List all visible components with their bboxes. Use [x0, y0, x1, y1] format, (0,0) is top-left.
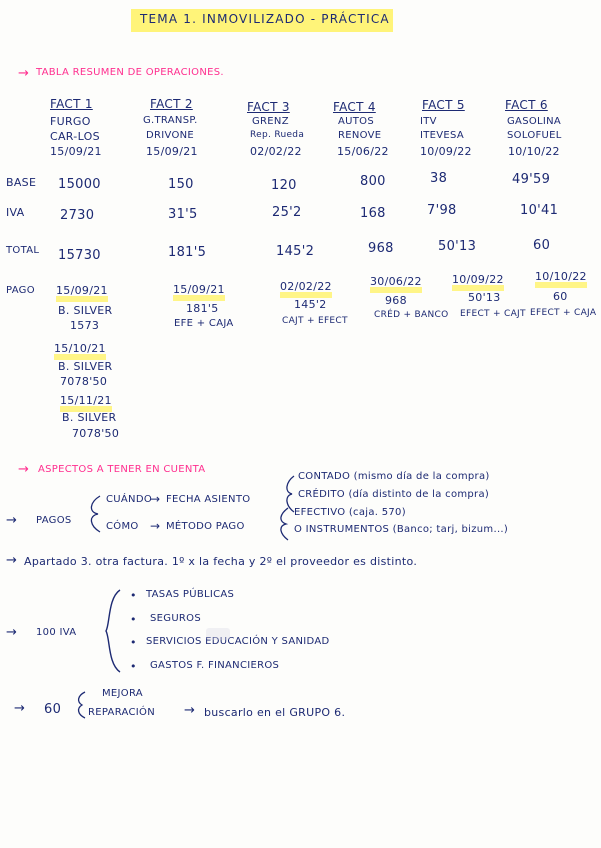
pago-method: CRÉD + BANCO	[374, 310, 449, 320]
pago-date: 02/02/22	[280, 282, 332, 298]
pago-amount: 60	[553, 290, 568, 303]
pago-amount: 1573	[70, 319, 100, 332]
arrow-right-icon: →	[150, 519, 161, 533]
fact-line2: SOLOFUEL	[507, 130, 562, 141]
pago-method: EFECT + CAJT	[460, 309, 526, 319]
section-heading-aspectos: ASPECTOS A TENER EN CUENTA	[38, 464, 206, 475]
total-value: 15730	[58, 248, 101, 263]
iva-value: 168	[360, 206, 386, 221]
g60-label: 60	[44, 702, 62, 717]
iva-value: 31'5	[168, 207, 198, 222]
pago-amount: 50'13	[468, 291, 501, 304]
pago-amount: 968	[385, 294, 407, 307]
credito-note: CRÉDITO (día distinto de la compra)	[298, 489, 490, 500]
como-target: MÉTODO PAGO	[166, 521, 245, 532]
row-label-iva: IVA	[6, 206, 25, 219]
fact-label: FACT 5	[422, 98, 465, 112]
pago-who: B. SILVER	[58, 360, 113, 373]
pago-amount: 7078'50	[60, 375, 108, 388]
pago-date: 15/10/21	[54, 344, 106, 360]
apartado-note: Apartado 3. otra factura. 1º x la fecha y 2º el proveedor es distinto.	[24, 555, 418, 568]
pago-method: CAJT + EFECT	[282, 316, 348, 326]
page-title: TEMA 1. INMOVILIZADO - PRÁCTICA	[140, 12, 390, 26]
fact-date: 02/02/22	[250, 145, 302, 158]
fact-line1: GASOLINA	[507, 116, 562, 127]
scribble-mark	[206, 628, 230, 640]
fact-label: FACT 4	[333, 100, 376, 114]
row-label-total: TOTAL	[6, 245, 40, 256]
bullet-icon: •	[130, 589, 137, 602]
pago-amount: 145'2	[294, 298, 327, 311]
arrow-right-icon: →	[184, 703, 196, 718]
base-value: 120	[271, 178, 297, 193]
contado-note: CONTADO (mismo día de la compra)	[298, 471, 490, 482]
arrow-right-icon: →	[18, 462, 30, 477]
total-value: 145'2	[276, 244, 315, 259]
iva100-item: SEGUROS	[150, 613, 202, 624]
pago-who: B. SILVER	[62, 411, 117, 424]
base-value: 800	[360, 174, 386, 189]
section-heading-tabla: TABLA RESUMEN DE OPERACIONES.	[36, 67, 224, 78]
brace-icon	[100, 588, 124, 674]
fact-line1: G.TRANSP.	[143, 115, 198, 126]
pagos-label: PAGOS	[36, 515, 72, 526]
arrow-right-icon: →	[18, 66, 30, 81]
iva-value: 10'41	[520, 203, 559, 218]
bullet-icon: •	[130, 613, 137, 626]
base-value: 150	[168, 177, 194, 192]
fact-date: 10/09/22	[420, 145, 472, 158]
brace-icon	[84, 494, 104, 534]
iva100-label: 100 IVA	[36, 627, 77, 638]
pago-date: 15/09/21	[56, 286, 108, 302]
base-value: 49'59	[512, 172, 551, 187]
iva-value: 7'98	[427, 203, 457, 218]
fact-line1: GRENZ	[252, 116, 289, 127]
arrow-right-icon: →	[150, 492, 161, 506]
fact-label: FACT 2	[150, 97, 193, 111]
iva-value: 2730	[60, 208, 95, 223]
fact-date: 15/09/21	[146, 145, 198, 158]
fact-date: 10/10/22	[508, 145, 560, 158]
iva100-item: GASTOS F. FINANCIEROS	[150, 660, 280, 671]
total-value: 50'13	[438, 239, 477, 254]
arrow-right-icon: →	[6, 625, 18, 640]
fact-line2: CAR-LOS	[50, 130, 100, 143]
total-value: 181'5	[168, 245, 207, 260]
base-value: 38	[430, 171, 448, 186]
iva-value: 25'2	[272, 205, 302, 220]
pago-date: 15/09/21	[173, 285, 225, 301]
row-label-pago: PAGO	[6, 285, 35, 296]
mejora-label: MEJORA	[102, 688, 143, 699]
fact-date: 15/06/22	[337, 145, 389, 158]
pago-date: 10/09/22	[452, 275, 504, 291]
cuando-label: CUÁNDO	[106, 494, 152, 505]
brace-icon	[274, 506, 292, 542]
reparacion-label: REPARACIÓN	[88, 707, 155, 718]
arrow-right-icon: →	[6, 553, 18, 568]
total-value: 968	[368, 241, 394, 256]
fact-line2: ITEVESA	[420, 130, 465, 141]
fact-label: FACT 1	[50, 97, 93, 111]
pago-method: EFECT + CAJA	[530, 308, 597, 318]
pago-date: 15/11/21	[60, 396, 112, 412]
como-label: CÓMO	[106, 521, 139, 532]
pago-amount: 7078'50	[72, 427, 120, 440]
iva100-item: TASAS PÚBLICAS	[146, 589, 235, 600]
instrumentos-note: O INSTRUMENTOS (Banco; tarj, bizum...)	[294, 524, 509, 535]
arrow-right-icon: →	[14, 701, 26, 716]
fact-line2: DRIVONE	[146, 130, 195, 141]
fact-line1: ITV	[420, 116, 437, 127]
total-value: 60	[533, 238, 551, 253]
arrow-right-icon: →	[6, 513, 18, 528]
pago-date: 30/06/22	[370, 277, 422, 293]
bullet-icon: •	[130, 660, 137, 673]
fact-label: FACT 6	[505, 98, 548, 112]
cuando-target: FECHA ASIENTO	[166, 494, 251, 505]
pago-date: 10/10/22	[535, 272, 587, 288]
fact-date: 15/09/21	[50, 145, 102, 158]
pago-method: EFE + CAJA	[174, 318, 234, 329]
fact-line1: AUTOS	[338, 116, 374, 127]
fact-line1: FURGO	[50, 115, 91, 128]
efectivo-note: EFECTIVO (caja. 570)	[294, 507, 406, 518]
pago-who: B. SILVER	[58, 304, 113, 317]
brace-icon	[72, 690, 88, 720]
bullet-icon: •	[130, 636, 137, 649]
fact-line2: RENOVE	[338, 130, 382, 141]
fact-label: FACT 3	[247, 100, 290, 114]
fact-line2: Rep. Rueda	[250, 130, 305, 140]
pago-amount: 181'5	[186, 302, 219, 315]
row-label-base: BASE	[6, 176, 37, 189]
g60-result: buscarlo en el GRUPO 6.	[204, 706, 346, 719]
base-value: 15000	[58, 177, 101, 192]
iva100-item: SERVICIOS EDUCACIÓN Y SANIDAD	[146, 636, 330, 647]
